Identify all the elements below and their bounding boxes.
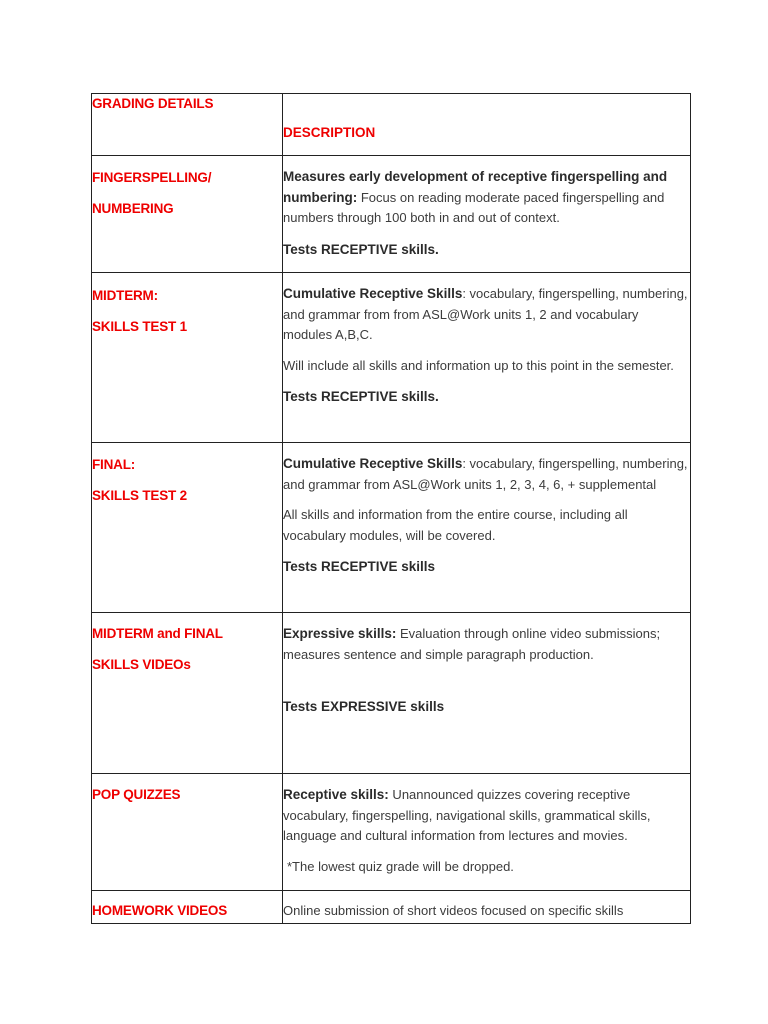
table-row bbox=[92, 613, 691, 774]
row-description-text: Online submission of short videos focused on specific skills bbox=[283, 903, 624, 918]
row-description-lead: Cumulative Receptive Skills bbox=[283, 286, 463, 301]
description-heading: DESCRIPTION bbox=[283, 125, 376, 140]
row-tests-note: Tests RECEPTIVE skills bbox=[283, 559, 436, 574]
row-description bbox=[283, 613, 690, 665]
row-description bbox=[283, 774, 690, 847]
row-description-cell bbox=[283, 273, 691, 443]
row-label-line2: NUMBERING bbox=[92, 201, 174, 216]
row-description-text: Unannounced quizzes covering receptive vocabulary, fingerspelling, navigational skills, grammatical skills, language and cultural information from lectures and movies. bbox=[283, 787, 651, 843]
row-label-cell bbox=[92, 891, 283, 924]
row-description-extra: Will include all skills and information up to this point in the semester. bbox=[283, 357, 674, 373]
row-description-extra: *The lowest quiz grade will be dropped. bbox=[287, 858, 514, 874]
header-cell-grading-details bbox=[92, 94, 283, 156]
row-description-lead: Cumulative Receptive Skills bbox=[283, 456, 463, 471]
row-label-cell bbox=[92, 443, 283, 613]
row-label-line1: MIDTERM: bbox=[92, 288, 158, 303]
row-description-text: : vocabulary, fingerspelling, numbering, and grammar from ASL@Work units 1, 2, 3, 4, 6, + supplemental bbox=[283, 456, 688, 492]
row-label-line2: SKILLS VIDEOs bbox=[92, 657, 191, 672]
row-label-cell bbox=[92, 156, 283, 273]
row-description-extra: All skills and information from the entire course, including all vocabulary modules, will be covered. bbox=[283, 507, 628, 543]
row-description-cell bbox=[283, 156, 691, 273]
row-description bbox=[283, 273, 690, 346]
row-label-cell bbox=[92, 774, 283, 891]
grading-table bbox=[91, 93, 691, 924]
row-label-line2: SKILLS TEST 2 bbox=[92, 488, 187, 503]
row-label-cell bbox=[92, 273, 283, 443]
row-label-cell bbox=[92, 613, 283, 774]
table-row bbox=[92, 156, 691, 273]
row-description bbox=[283, 443, 690, 495]
row-label-line2: SKILLS TEST 1 bbox=[92, 319, 187, 334]
row-description-cell bbox=[283, 774, 691, 891]
row-description bbox=[283, 156, 690, 229]
row-tests-note: Tests RECEPTIVE skills. bbox=[283, 389, 439, 404]
table-header-row bbox=[92, 94, 691, 156]
row-tests-note: Tests RECEPTIVE skills. bbox=[283, 241, 439, 257]
grading-details-heading: GRADING DETAILS bbox=[92, 96, 214, 111]
table-row bbox=[92, 891, 691, 924]
table-row bbox=[92, 273, 691, 443]
row-tests-note: Tests EXPRESSIVE skills bbox=[283, 699, 445, 714]
row-label-line1: MIDTERM and FINAL bbox=[92, 626, 223, 641]
row-label-line1: FINGERSPELLING/ bbox=[92, 170, 212, 185]
row-description-lead: Receptive skills: bbox=[283, 787, 389, 802]
header-cell-description bbox=[283, 94, 691, 156]
table-row bbox=[92, 774, 691, 891]
row-label-line1: POP QUIZZES bbox=[92, 787, 181, 802]
row-description-lead: Expressive skills: bbox=[283, 626, 397, 641]
row-label-line1: FINAL: bbox=[92, 457, 136, 472]
row-description-text: Focus on reading moderate paced fingerspelling and numbers through 100 both in and out of context. bbox=[283, 189, 665, 225]
row-description-text: Evaluation through online video submissions; measures sentence and simple paragraph production. bbox=[283, 626, 661, 662]
row-description-cell bbox=[283, 443, 691, 613]
row-description-cell bbox=[283, 613, 691, 774]
row-label-line1: HOMEWORK VIDEOS bbox=[92, 903, 228, 918]
row-description-lead: Measures early development of receptive fingerspelling and numbering: bbox=[283, 169, 668, 205]
row-description-cell bbox=[283, 891, 691, 924]
row-description-text: : vocabulary, fingerspelling, numbering, and grammar from from ASL@Work units 1, 2 and vocabulary modules A,B,C. bbox=[283, 286, 688, 342]
table-row bbox=[92, 443, 691, 613]
